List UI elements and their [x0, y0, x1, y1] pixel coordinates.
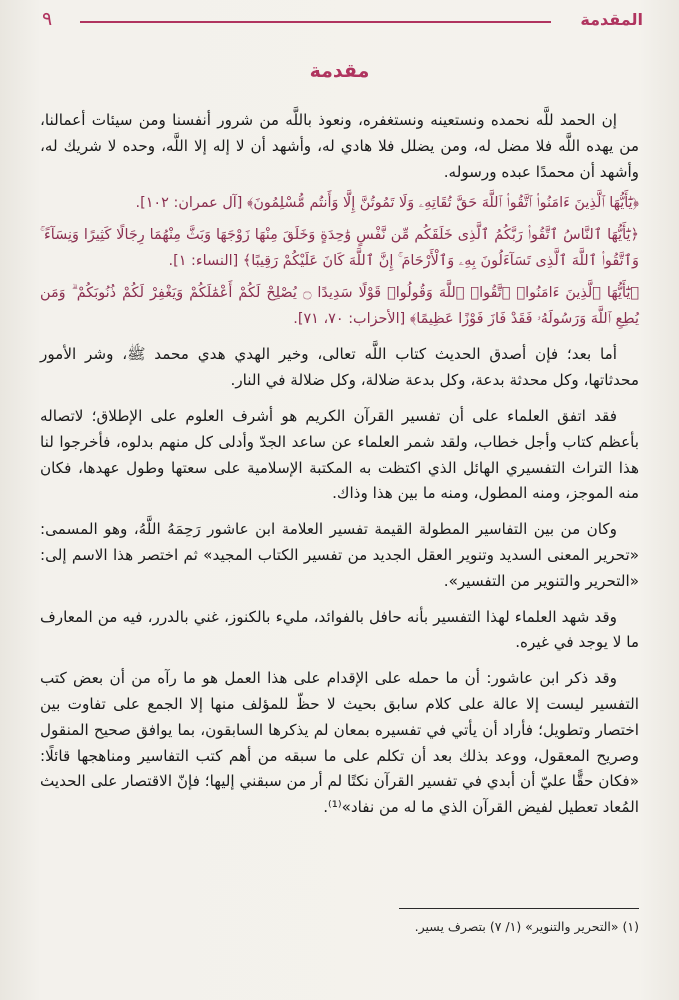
header-section-title: المقدمة [580, 10, 643, 29]
footnote: (١) «التحرير والتنوير» (١/ ٧) بتصرف يسير. [414, 919, 639, 934]
paragraph-ibn-ashur-tafsir: وكان من بين التفاسير المطولة القيمة تفسير العلامة ابن عاشور رَحِمَهُ اللَّهُ، وهو المسمى: «تحرير المعنى السديد وتنوير العقل الجديد من تفسير الكتاب المجيد» ثم اختصر هذا الاسم إلى: «التحرير والتنوير من التفسير». [40, 520, 639, 590]
running-header [36, 8, 643, 34]
quran-verse-2: ﴿يَٰٓأَيُّهَا ٱلنَّاسُ ٱتَّقُوا۟ رَبَّكُمُ ٱلَّذِى خَلَقَكُم مِّن نَّفْسٍ وَٰحِدَةٍ وَخَلَقَ مِنْهَا زَوْجَهَا وَبَثَّ مِنْهُمَا رِجَالًا كَثِيرًا وَنِسَآءً ۚ وَٱتَّقُوا۟ ٱللَّهَ ٱلَّذِى تَسَآءَلُونَ بِهِۦ وَٱلْأَرْحَامَ ۚ إِنَّ ٱللَّهَ كَانَ عَلَيْكُمْ رَقِيبًا﴾ [النساء: ١]. [40, 227, 639, 269]
paragraph-author-motive: وقد ذكر ابن عاشور: أن ما حمله على الإقدام على هذا العمل هو ما رآه من أن بعض كتب التفسير ليست إلا عالة على كلام سابق بحيث لا حظّ للمؤلف منها إلا الجمع على تفاوت بين اختصار وتطويل؛ فأراد أن يأتي في تفسيره بمعان لم يذكرها السابقون، بما يوافق صحيح المنقول وصريح المعقول، ووعد بذلك بعد أن تكلم على ما سبقه من أهم كتب التفاسير ومناهجها قائلًا: «فكان حقًّا عليّ أن أبدي في تفسير القرآن نكتًا لم أر من سبقني إليها؛ فإنّ الاقتصار على الحديث المُعاد تعطيل لفيض القرآن الذي ما له من نفاد»⁽¹⁾. [40, 669, 639, 817]
paragraph-scholars-testimony: وقد شهد العلماء لهذا التفسير بأنه حافل بالفوائد، مليء بالكنوز، غني بالدرر، فيه من المعارف ما لا يوجد في غيره. [40, 607, 639, 652]
quran-verse-3: ﴿يَٰٓأَيُّهَا ٱلَّذِينَ ءَامَنُوا۟ ٱتَّقُوا۟ ٱللَّهَ وَقُولُوا۟ قَوْلًا سَدِيدًا ۝ يُصْلِحْ لَكُمْ أَعْمَٰلَكُمْ وَيَغْفِرْ لَكُمْ ذُنُوبَكُمْ ۗ وَمَن يُطِعِ ٱللَّهَ وَرَسُولَهُۥ فَقَدْ فَازَ فَوْزًا عَظِيمًا﴾ [الأحزاب: ٧٠، ٧١]. [40, 284, 639, 327]
opening-paragraph: إن الحمد للَّه نحمده ونستعينه ونستغفره، ونعوذ باللَّه من شرور أنفسنا ومن سيئات أعمالنا، من يهده اللَّه فلا مضل له، ومن يضلل فلا هادي له، وأشهد أن لا إله إلا اللَّه، وحده لا شريك له، وأشهد أن محمدًا عبده ورسوله. [40, 111, 639, 181]
quran-verse-1: ﴿يَٰٓأَيُّهَا ٱلَّذِينَ ءَامَنُوا۟ ٱتَّقُوا۟ ٱللَّهَ حَقَّ تُقَاتِهِۦ وَلَا تَمُوتُنَّ إِلَّا وَأَنتُم مُّسْلِمُونَ﴾ [آل عمران: ١٠٢]. [135, 195, 639, 212]
paragraph-amma-bad: أما بعد؛ فإن أصدق الحديث كتاب اللَّه تعالى، وخير الهدي هدي محمد ﷺ، وشر الأمور محدثاتها، وكل محدثة بدعة، وكل بدعة ضلالة، وكل ضلالة في النار. [40, 345, 639, 390]
paragraph-tafsir-importance: فقد اتفق العلماء على أن تفسير القرآن الكريم هو أشرف العلوم على الإطلاق؛ لاتصاله بأعظم كتاب وأجل خطاب، ولقد شمر العلماء عن ساعد الجدّ وأدلى كل منهم بدلوه، فأخرجوا لنا هذا التراث التفسيري الهائل الذي اكتظت به المكتبة الإسلامية على سعتها وطول عهدها، فكان منه الموجز، ومنه المطول، ومنه ما بين هذا وذاك. [40, 406, 639, 503]
header-rule [80, 21, 551, 23]
page-title: مقدمة [309, 60, 370, 82]
main-text [40, 108, 639, 821]
page-number: ٩ [42, 8, 53, 30]
footnote-separator [399, 908, 639, 909]
